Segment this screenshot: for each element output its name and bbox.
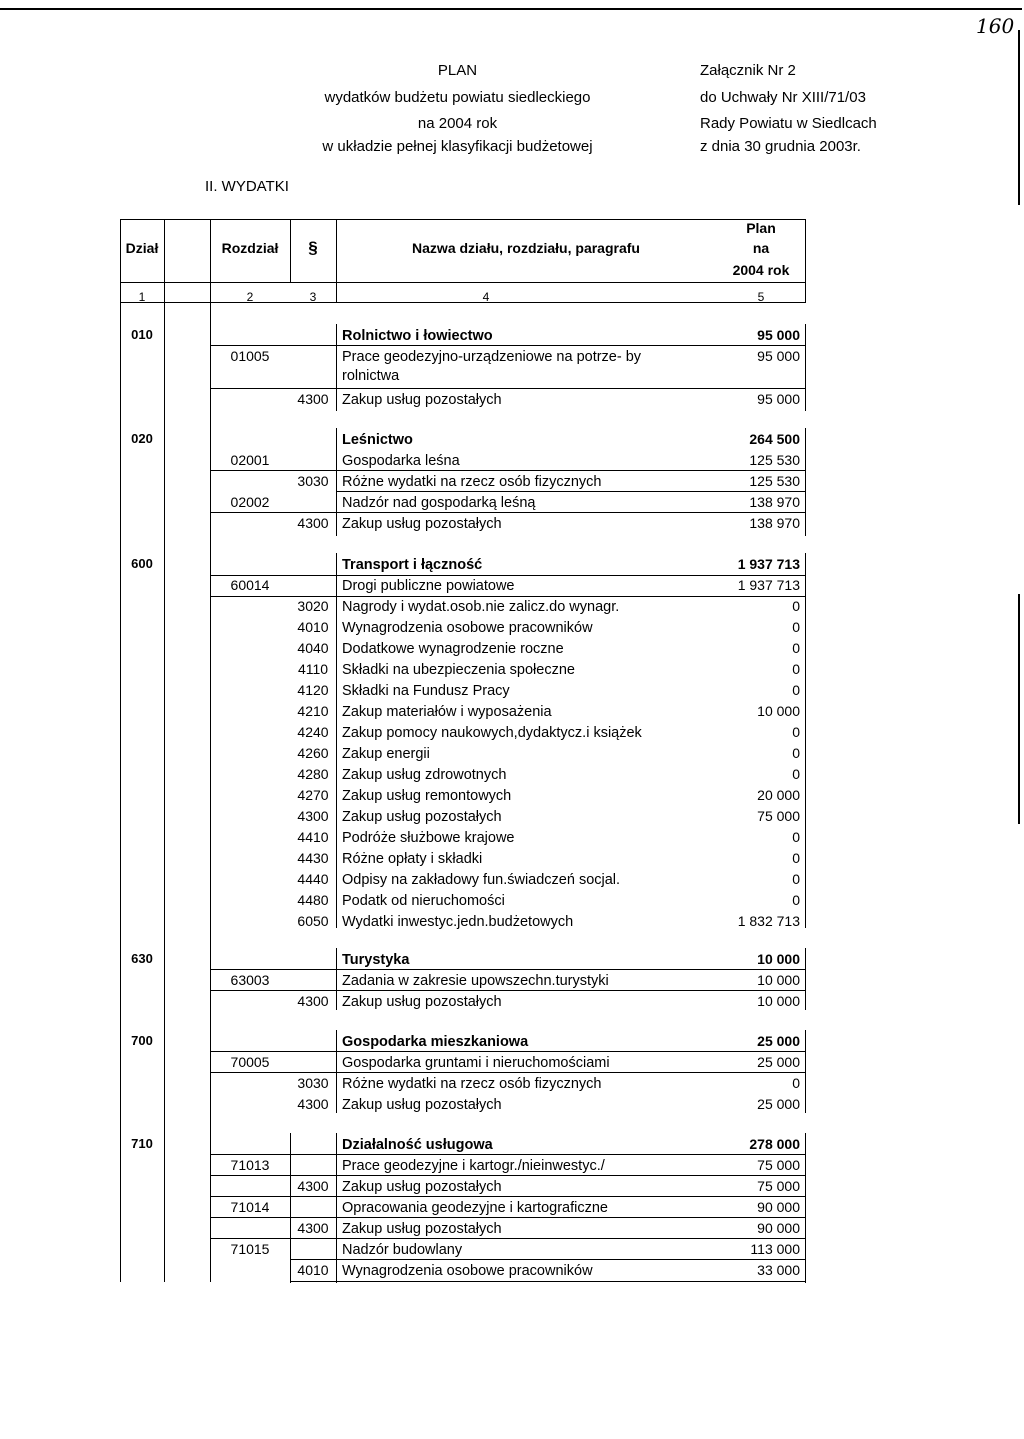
grid-line [120, 219, 121, 1282]
row-name: Zakup usług zdrowotnych [342, 767, 507, 783]
grid-line [805, 948, 806, 1010]
grid-line [336, 948, 337, 1010]
row-amount: 10 000 [757, 993, 800, 1009]
grid-line [805, 428, 806, 536]
row-name: Podróże służbowe krajowe [342, 830, 515, 846]
row-name: Opracowania geodezyjne i kartograficzne [342, 1200, 608, 1216]
row-name: Wynagrodzenia osobowe pracowników [342, 1263, 593, 1279]
row-rozdzial-code: 71013 [230, 1157, 270, 1173]
row-name: Różne opłaty i składki [342, 851, 483, 867]
row-name: Nadzór nad gospodarką leśną [342, 495, 536, 511]
row-amount: 25 000 [757, 1033, 800, 1049]
row-paragraf-code: 4210 [297, 703, 329, 719]
top-border-line [0, 8, 1022, 10]
row-amount: 278 000 [749, 1136, 800, 1152]
row-rozdzial-code: 02002 [230, 494, 270, 510]
row-name: Zakup usług pozostałych [342, 1097, 502, 1113]
row-amount: 75 000 [757, 1178, 800, 1194]
row-amount: 10 000 [757, 972, 800, 988]
row-amount: 0 [792, 1075, 800, 1091]
row-amount: 125 530 [749, 473, 800, 489]
row-paragraf-code: 4480 [297, 892, 329, 908]
table-top-border [120, 219, 806, 220]
header-rozdzial: Rozdział [221, 240, 279, 256]
row-paragraf-code: 4270 [297, 787, 329, 803]
row-dzial-code: 020 [131, 431, 153, 446]
row-amount: 0 [792, 598, 800, 614]
row-paragraf-code: 3030 [297, 1075, 329, 1091]
row-name: Nagrody i wydat.osob.nie zalicz.do wynagr. [342, 599, 620, 615]
row-rozdzial-code: 71015 [230, 1241, 270, 1257]
row-rozdzial-code: 02001 [230, 452, 270, 468]
row-amount: 0 [792, 619, 800, 635]
row-amount: 25 000 [757, 1054, 800, 1070]
grid-line [210, 219, 211, 1282]
row-amount: 10 000 [757, 703, 800, 719]
row-paragraf-code: 4120 [297, 682, 329, 698]
row-amount: 20 000 [757, 787, 800, 803]
row-paragraf-code: 4300 [297, 391, 329, 407]
row-paragraf-code: 4430 [297, 850, 329, 866]
row-amount: 95 000 [757, 391, 800, 407]
row-paragraf-code: 4110 [297, 661, 329, 677]
row-name: Działalność usługowa [342, 1137, 493, 1153]
row-amount: 0 [792, 661, 800, 677]
row-paragraf-code: 4300 [297, 515, 329, 531]
row-name: Gospodarka mieszkaniowa [342, 1034, 529, 1050]
header-plan: Plan [746, 220, 776, 236]
plan-classification: w układzie pełnej klasyfikacji budżetowej [322, 138, 593, 155]
row-amount: 25 000 [757, 1096, 800, 1112]
row-paragraf-code: 4300 [297, 1220, 329, 1236]
row-name: Odpisy na zakładowy fun.świadczeń socjal. [342, 872, 621, 888]
grid-line [164, 219, 165, 1282]
row-amount: 0 [792, 745, 800, 761]
attachment-number: Załącznik Nr 2 [700, 62, 796, 79]
row-amount: 10 000 [757, 951, 800, 967]
row-name: Dodatkowe wynagrodzenie roczne [342, 641, 564, 657]
row-amount: 90 000 [757, 1220, 800, 1236]
margin-bar [1018, 30, 1020, 205]
row-name: Zakup materiałów i wyposażenia [342, 704, 552, 720]
row-name: Składki na ubezpieczenia społeczne [342, 662, 575, 678]
grid-line [290, 1133, 291, 1283]
row-line [210, 596, 806, 597]
header-paragraf: § [308, 238, 318, 257]
row-amount: 1 937 713 [737, 577, 800, 593]
row-amount: 0 [792, 892, 800, 908]
page-number: 160 [976, 14, 1015, 38]
row-amount: 0 [792, 640, 800, 656]
row-paragraf-code: 4300 [297, 1178, 329, 1194]
row-rozdzial-code: 71014 [230, 1199, 270, 1215]
row-amount: 95 000 [757, 348, 800, 364]
row-paragraf-code: 3030 [297, 473, 329, 489]
row-amount: 1 832 713 [737, 913, 800, 929]
row-name: Gospodarka leśna [342, 453, 460, 469]
row-name: Prace geodezyjno-urządzeniowe na potrze- by rolnictwa [342, 349, 642, 384]
column-number: 5 [757, 290, 765, 304]
row-dzial-code: 700 [131, 1033, 153, 1048]
row-name: Zakup usług pozostałych [342, 392, 502, 408]
row-amount: 0 [792, 829, 800, 845]
row-name: Leśnictwo [342, 432, 413, 448]
header-divider [120, 282, 806, 283]
row-amount: 0 [792, 871, 800, 887]
row-name: Zakup usług pozostałych [342, 516, 502, 532]
row-name: Zakup pomocy naukowych,dydaktycz.i książek [342, 725, 642, 741]
plan-title: PLAN [437, 62, 478, 79]
row-paragraf-code: 4300 [297, 1096, 329, 1112]
header-plan-na: na [752, 240, 770, 256]
column-number: 3 [309, 290, 317, 304]
grid-line [805, 1133, 806, 1283]
row-name: Zakup usług pozostałych [342, 994, 502, 1010]
row-paragraf-code: 4260 [297, 745, 329, 761]
row-amount: 113 000 [750, 1241, 800, 1257]
row-paragraf-code: 4010 [297, 1262, 329, 1278]
row-paragraf-code: 6050 [297, 913, 329, 929]
row-name: Wynagrodzenia osobowe pracowników [342, 620, 593, 636]
resolution-date: z dnia 30 grudnia 2003r. [700, 138, 861, 155]
row-paragraf-code: 4300 [297, 808, 329, 824]
row-name: Podatk od nieruchomości [342, 893, 505, 909]
row-amount: 1 937 713 [737, 556, 800, 572]
row-rozdzial-code: 60014 [230, 577, 270, 593]
row-name: Zakup usług pozostałych [342, 1179, 502, 1195]
row-amount: 125 530 [749, 452, 800, 468]
council-name: Rady Powiatu w Siedlcach [700, 115, 877, 132]
row-amount: 33 000 [757, 1262, 800, 1278]
row-amount: 0 [792, 850, 800, 866]
header-dzial: Dział [125, 240, 159, 256]
row-dzial-code: 010 [131, 327, 153, 342]
plan-subtitle: wydatków budżetu powiatu siedleckiego [324, 89, 591, 106]
row-name: Drogi publiczne powiatowe [342, 578, 515, 594]
row-name: Nadzór budowlany [342, 1242, 463, 1258]
grid-line [805, 324, 806, 411]
row-amount: 0 [792, 724, 800, 740]
grid-line [805, 553, 806, 928]
row-amount: 95 000 [757, 327, 800, 343]
row-name: Różne wydatki na rzecz osób fizycznych [342, 474, 602, 490]
resolution-number: do Uchwały Nr XIII/71/03 [700, 89, 866, 106]
grid-line [336, 428, 337, 536]
row-line [210, 575, 806, 576]
column-number: 1 [138, 290, 146, 304]
section-title: II. WYDATKI [205, 178, 289, 195]
row-amount: 0 [792, 766, 800, 782]
row-amount: 90 000 [757, 1199, 800, 1215]
row-paragraf-code: 4280 [297, 766, 329, 782]
row-name: Zadania w zakresie upowszechn.turystyki [342, 973, 609, 989]
row-name: Zakup usług remontowych [342, 788, 512, 804]
row-name: Zakup usług pozostałych [342, 1221, 502, 1237]
row-dzial-code: 630 [131, 951, 153, 966]
row-amount: 138 970 [749, 515, 800, 531]
row-name: Wydatki inwestyc.jedn.budżetowych [342, 914, 574, 930]
row-amount: 75 000 [757, 808, 800, 824]
row-line [290, 1281, 806, 1282]
row-paragraf-code: 4010 [297, 619, 329, 635]
row-paragraf-code: 4240 [297, 724, 329, 740]
header-plan-year: 2004 rok [732, 262, 790, 278]
row-paragraf-code: 4440 [297, 871, 329, 887]
row-rozdzial-code: 70005 [230, 1054, 270, 1070]
row-dzial-code: 710 [131, 1136, 153, 1151]
margin-bar [1018, 594, 1020, 824]
row-name: Składki na Fundusz Pracy [342, 683, 510, 699]
plan-year: na 2004 rok [417, 115, 498, 132]
grid-line [336, 1133, 337, 1283]
row-name: Rolnictwo i łowiectwo [342, 328, 493, 344]
row-name: Zakup usług pozostałych [342, 809, 502, 825]
row-name: Prace geodezyjne i kartogr./nieinwestyc./ [342, 1158, 605, 1174]
row-name: Zakup energii [342, 746, 430, 762]
row-amount: 0 [792, 682, 800, 698]
grid-line [336, 324, 337, 411]
row-dzial-code: 600 [131, 556, 153, 571]
row-rozdzial-code: 63003 [230, 972, 270, 988]
row-amount: 138 970 [749, 494, 800, 510]
row-name: Różne wydatki na rzecz osób fizycznych [342, 1076, 602, 1092]
row-name: Transport i łączność [342, 557, 483, 573]
row-paragraf-code: 3020 [297, 598, 329, 614]
column-number: 4 [482, 290, 490, 304]
row-amount: 264 500 [749, 431, 800, 447]
column-number: 2 [246, 290, 254, 304]
row-line [210, 388, 806, 389]
grid-line [336, 553, 337, 928]
header-nazwa: Nazwa działu, rozdziału, paragrafu [412, 240, 640, 256]
row-rozdzial-code: 01005 [230, 348, 270, 364]
row-paragraf-code: 4410 [297, 829, 329, 845]
row-paragraf-code: 4040 [297, 640, 329, 656]
row-name: Gospodarka gruntami i nieruchomościami [342, 1055, 610, 1071]
row-amount: 75 000 [757, 1157, 800, 1173]
row-name: Turystyka [342, 952, 410, 968]
row-paragraf-code: 4300 [297, 993, 329, 1009]
